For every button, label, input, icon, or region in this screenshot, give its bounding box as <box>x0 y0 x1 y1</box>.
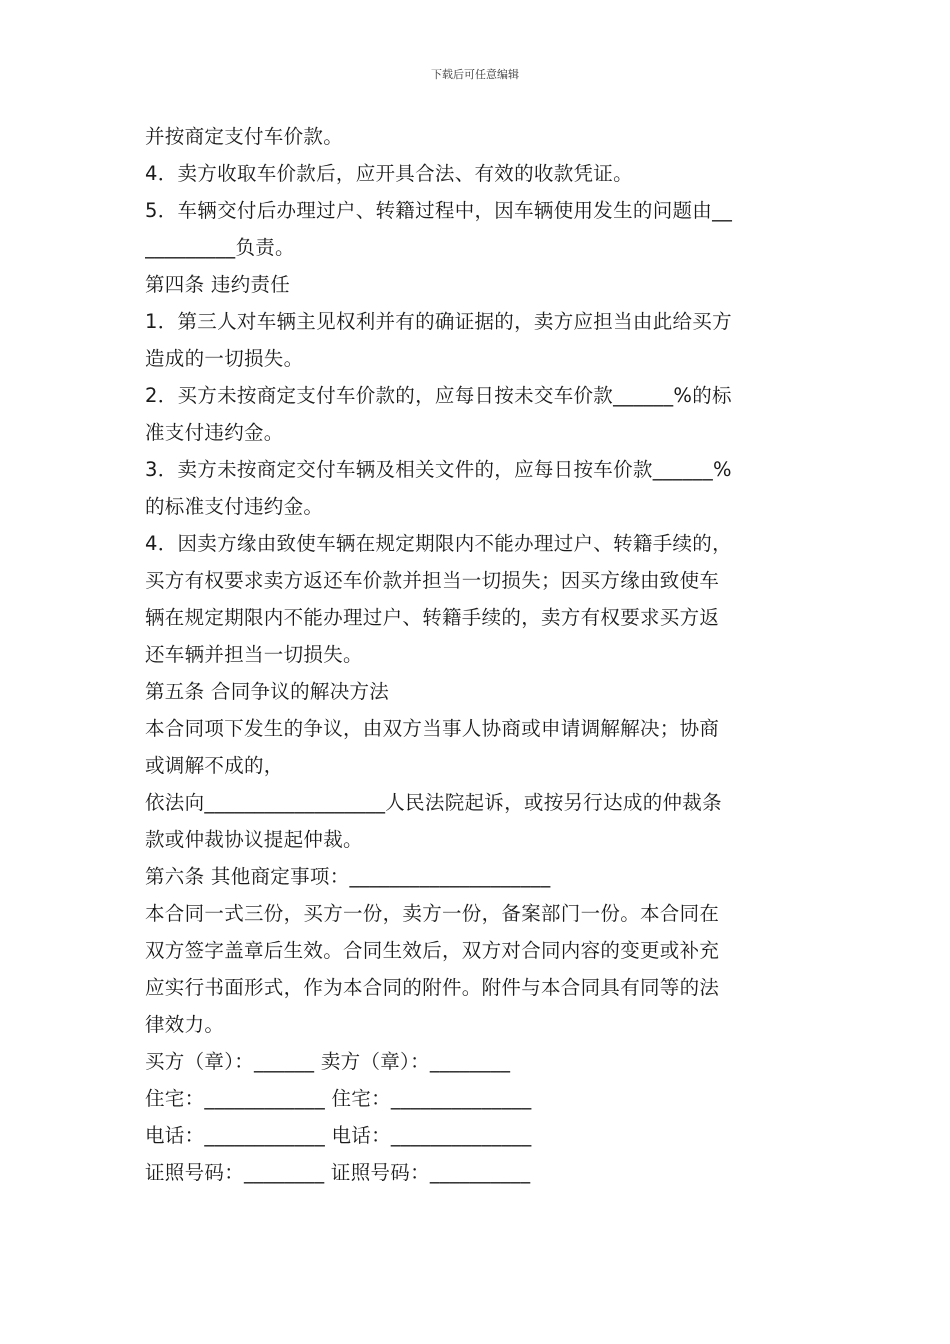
id-number-line: 证照号码：________ 证照号码：__________ <box>145 1161 531 1184</box>
phone-line: 电话：____________ 电话：______________ <box>145 1124 532 1147</box>
text-line: 造成的一切损失。 <box>145 347 304 370</box>
section-heading: 第五条 合同争议的解决方法 <box>145 680 390 703</box>
page-header-note: 下载后可任意编辑 <box>431 68 519 81</box>
text-line: 或调解不成的， <box>145 754 284 777</box>
text-line: 准支付违约金。 <box>145 421 284 444</box>
text-line: 3．卖方未按商定交付车辆及相关文件的，应每日按车价款______% <box>145 458 732 481</box>
section-heading: 第六条 其他商定事项：____________________ <box>145 865 551 888</box>
text-line: 应实行书面形式，作为本合同的附件。附件与本合同具有同等的法 <box>145 976 720 999</box>
text-line: 4．因卖方缘由致使车辆在规定期限内不能办理过户、转籍手续的， <box>145 532 732 555</box>
text-line: 双方签字盖章后生效。合同生效后，双方对合同内容的变更或补充 <box>145 939 720 962</box>
signature-line: 买方（章）：______ 卖方（章）：________ <box>145 1050 511 1073</box>
text-line: 款或仲裁协议提起仲裁。 <box>145 828 363 851</box>
section-heading: 第四条 违约责任 <box>145 273 291 296</box>
text-line: 依法向__________________人民法院起诉，或按另行达成的仲裁条 <box>145 791 722 814</box>
text-line: 辆在规定期限内不能办理过户、转籍手续的，卖方有权要求买方返 <box>145 606 720 629</box>
text-line: 2．买方未按商定支付车价款的，应每日按未交车价款______%的标 <box>145 384 732 407</box>
text-line: 还车辆并担当一切损失。 <box>145 643 363 666</box>
text-line: 并按商定支付车价款。 <box>145 125 344 148</box>
text-line: 5．车辆交付后办理过户、转籍过程中，因车辆使用发生的问题由__ <box>145 199 733 222</box>
text-line: 本合同项下发生的争议，由双方当事人协商或申请调解解决；协商 <box>145 717 720 740</box>
text-line: 本合同一式三份，买方一份，卖方一份，备案部门一份。本合同在 <box>145 902 720 925</box>
text-line: 的标准支付违约金。 <box>145 495 324 518</box>
text-line: 1．第三人对车辆主见权利并有的确证据的，卖方应担当由此给买方 <box>145 310 732 333</box>
address-line: 住宅：____________ 住宅：______________ <box>145 1087 532 1110</box>
text-line: _________负责。 <box>145 236 295 259</box>
text-line: 律效力。 <box>145 1013 225 1036</box>
contract-body <box>145 118 810 1191</box>
text-line: 4．卖方收取车价款后，应开具合法、有效的收款凭证。 <box>145 162 633 185</box>
text-line: 买方有权要求卖方返还车价款并担当一切损失；因买方缘由致使车 <box>145 569 720 592</box>
